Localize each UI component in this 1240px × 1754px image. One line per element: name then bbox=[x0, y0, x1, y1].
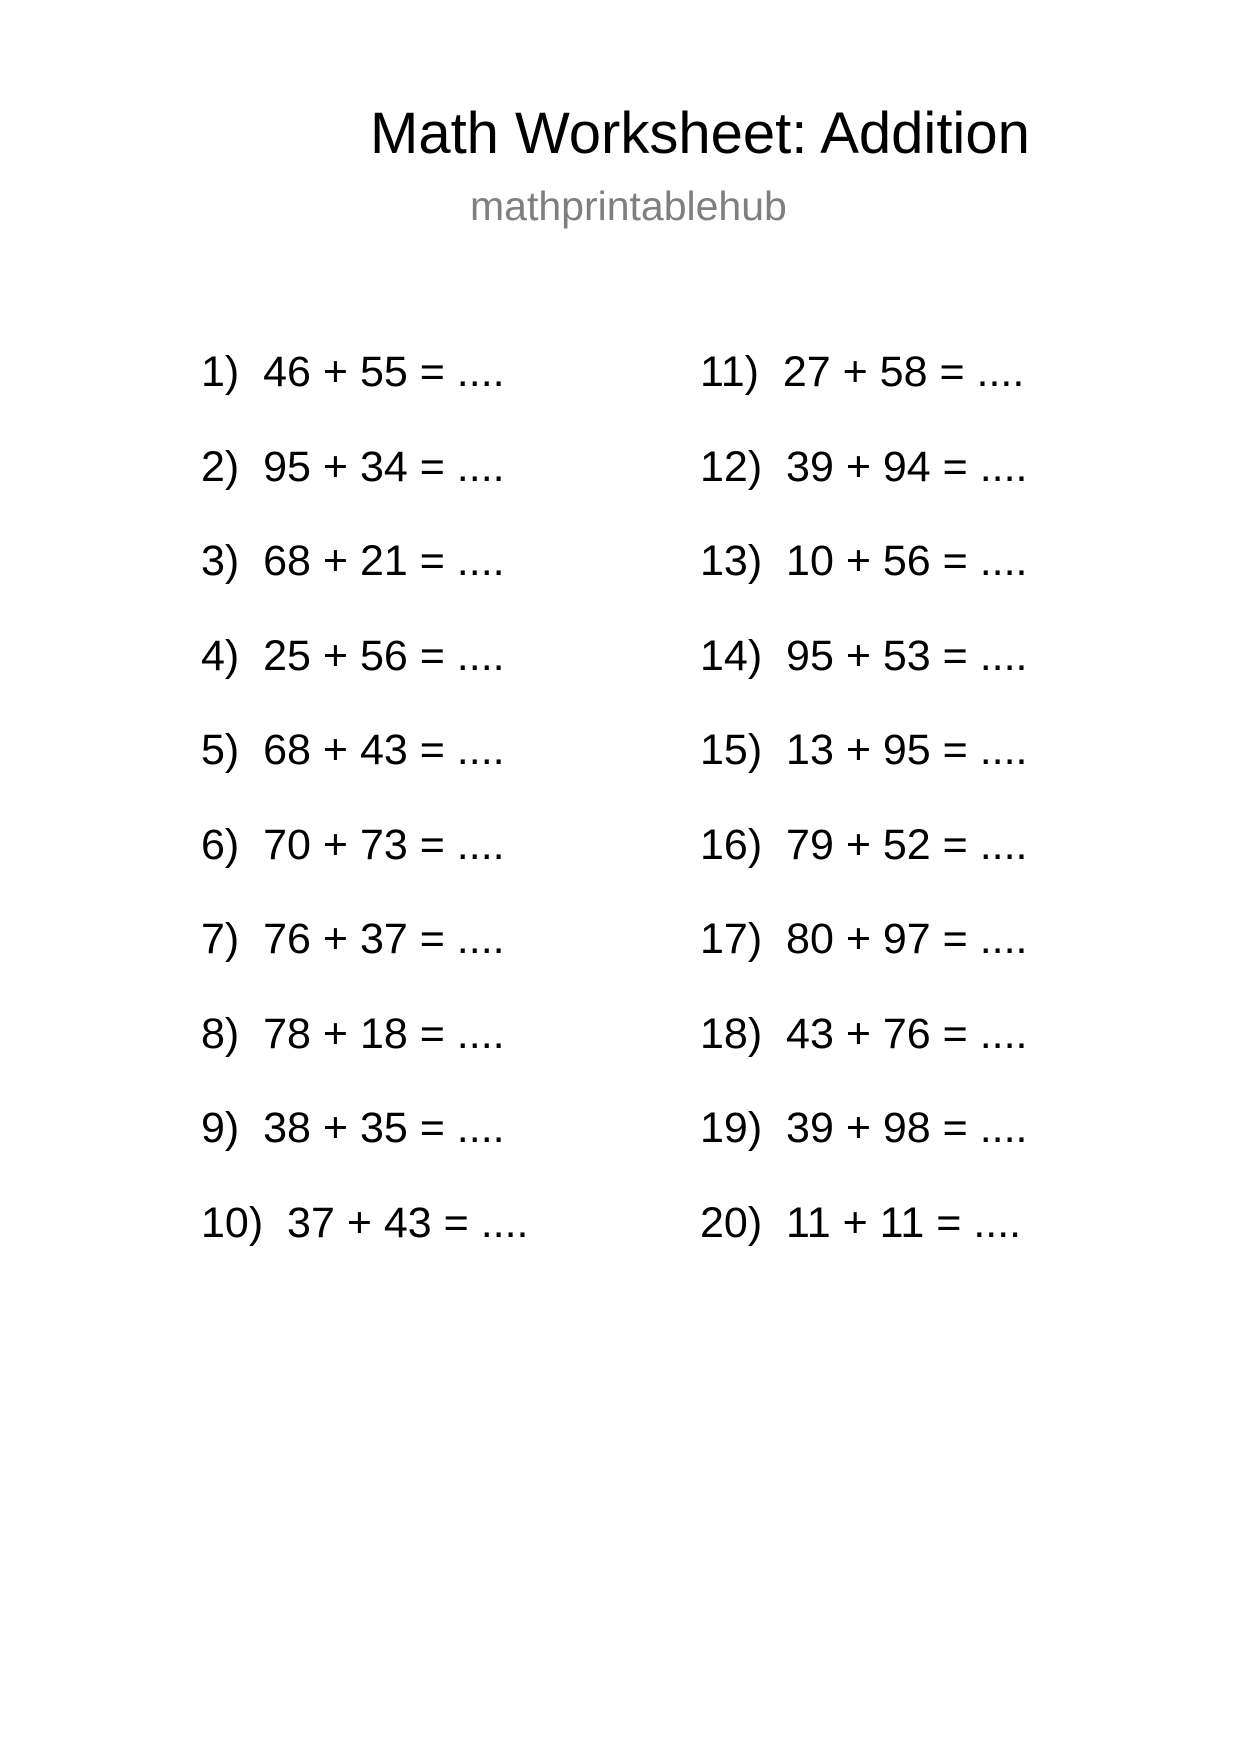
problem-4: 4) 25 + 56 = .... bbox=[201, 631, 505, 680]
problems-column-left bbox=[201, 346, 529, 1291]
problem-16: 16) 79 + 52 = .... bbox=[700, 820, 1028, 869]
problem-3: 3) 68 + 21 = .... bbox=[201, 537, 505, 585]
problems-column-right bbox=[700, 346, 1028, 1291]
problem-12: 12) 39 + 94 = .... bbox=[700, 442, 1028, 491]
problem-10: 10) 37 + 43 = .... bbox=[201, 1198, 529, 1247]
problem-6: 6) 70 + 73 = .... bbox=[201, 820, 505, 869]
problem-14: 14) 95 + 53 = .... bbox=[700, 631, 1028, 680]
problem-11: 11) 27 + 58 = .... bbox=[700, 348, 1025, 396]
problem-19: 19) 39 + 98 = .... bbox=[700, 1104, 1028, 1152]
problem-13: 13) 10 + 56 = .... bbox=[700, 537, 1028, 585]
problem-7: 7) 76 + 37 = .... bbox=[201, 915, 505, 963]
problem-1: 1) 46 + 55 = .... bbox=[201, 348, 505, 396]
problem-18: 18) 43 + 76 = .... bbox=[700, 1009, 1028, 1058]
worksheet-source: mathprintablehub bbox=[470, 183, 787, 229]
problem-5: 5) 68 + 43 = .... bbox=[201, 726, 505, 774]
problem-17: 17) 80 + 97 = .... bbox=[700, 915, 1028, 963]
problem-20: 20) 11 + 11 = .... bbox=[700, 1198, 1022, 1247]
problem-15: 15) 13 + 95 = .... bbox=[700, 726, 1028, 774]
worksheet-title: Math Worksheet: Addition bbox=[370, 101, 1030, 166]
problem-8: 8) 78 + 18 = .... bbox=[201, 1009, 505, 1058]
problem-9: 9) 38 + 35 = .... bbox=[201, 1104, 505, 1152]
problem-2: 2) 95 + 34 = .... bbox=[201, 442, 505, 491]
